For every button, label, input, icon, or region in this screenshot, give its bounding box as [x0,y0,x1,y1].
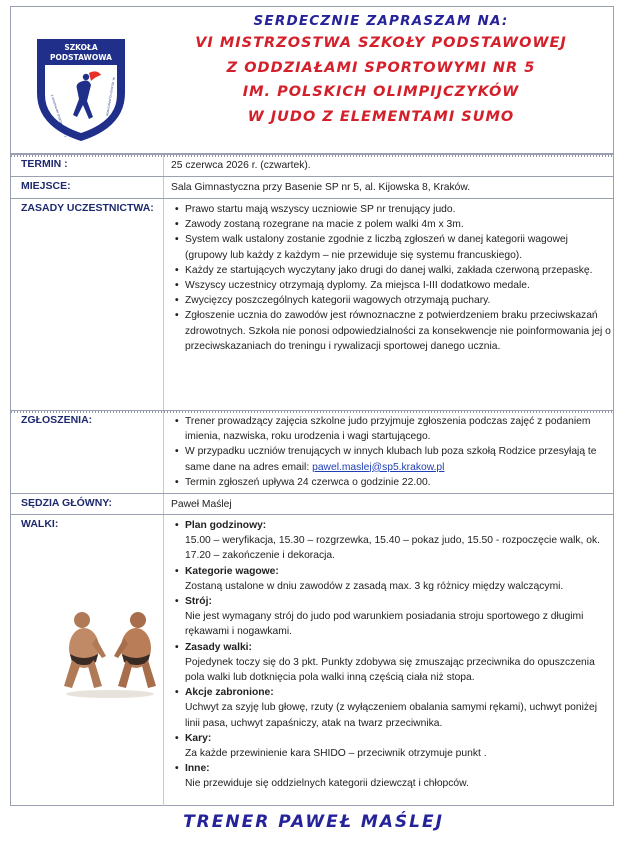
email-link[interactable]: pawel.maslej@sp5.krakow.pl [312,461,445,473]
walki-section-title: Akcje zabronione: [185,687,274,699]
walki-section [171,564,611,594]
title-line-1: VI MISTRZOSTWA SZKOŁY PODSTAWOWEJ [195,35,567,51]
walki-section [171,761,611,791]
zgloszenia-label: ZGŁOSZENIA: [21,414,93,426]
walki-section-text: Za każde przewinienie kara SHIDO – przeciwnik otrzymuje punkt . [185,748,487,760]
walki-section [171,518,611,564]
info-table [10,154,614,806]
zgloszenia-item: • Trener prowadzący zajęcia szkolne judo przyjmuje zgłoszenia podczas zajęć z podaniem imienia, nazwiska, roku urodzenia i wagi startującego. [171,414,611,444]
walki-section-text: Nie jest wymagany strój do judo pod warunkiem posiadania stroju sportowego z długimi rękawami i nogawkami. [185,611,584,638]
title-line-4: W JUDO Z ELEMENTAMI SUMO [247,108,515,125]
coach-signature: TRENER PAWEŁ MAŚLEJ [183,812,444,832]
walki-section-text: Nie przewiduje się oddzielnych kategorii dziewcząt i chłopców. [185,778,469,790]
header-box [10,6,614,154]
title-line-3: IM. POLSKICH OLIMPIJCZYKÓW [242,84,520,100]
zasady-item: • Zawody zostaną rozegrane na macie z polem walki 4m x 3m. [171,217,611,232]
zasady-item: • System walk ustalony zostanie zgodnie z liczbą zgłoszeń w danej kategorii wagowej (grupowy lub każdy z każdym – nie przewiduje się systemu francuskiego). [171,232,611,262]
walki-section-text: Uchwyt za szyję lub głowę, rzuty (z wyłączeniem obalania samymi rękami), uchwyt poniżej linii pasa, uchwyt zapaśniczy, atak na twarz przeciwnika. [185,702,598,729]
row-zasady [11,198,613,410]
svg-text:PODSTAWOWA: PODSTAWOWA [50,53,112,62]
zasady-value [171,202,611,354]
walki-section [171,594,611,640]
column-separator [163,155,164,176]
column-separator [163,411,164,493]
walki-section [171,731,611,761]
row-zgloszenia [11,410,613,493]
walki-section-title: Plan godzinowy: [185,520,267,531]
walki-section-text: Pojedynek toczy się do 3 pkt. Punkty zdobywa się zmuszając przeciwnika do opuszczenia pola walki lub dotknięcia pola walki inną częścią ciała niż stopa. [185,656,595,684]
zgloszenia-item-text: W przypadku uczniów trenujących w innych klubach lub poza szkołą Rodzice przesyłają te same dane na adres email: [185,446,597,473]
row-sedzia [11,493,613,514]
zgloszenia-item [171,444,611,474]
svg-text:SZKOŁA: SZKOŁA [64,43,98,52]
walki-section-title: Kategorie wagowe: [185,565,279,577]
zgloszenia-value [171,414,611,490]
walki-section-title: Strój: [185,596,212,608]
termin-label: TERMIN : [21,158,68,170]
sumo-wrestlers-image [60,590,160,700]
svg-text:IM. POLSKICH OLIMPIJCZYKÓW: IM. POLSKICH OLIMPIJCZYKÓW [105,76,115,117]
column-separator [163,199,164,410]
footer [0,812,627,832]
row-termin [11,154,613,176]
miejsce-value: Sala Gimnastyczna przy Basenie SP nr 5, al. Kijowska 8, Kraków. [171,182,471,193]
zasady-item: • Zgłoszenie ucznia do zawodów jest równoznaczne z potwierdzeniem braku przeciwskazań zdrowotnych. Szkoła nie ponosi odpowiedzialności za konsekwencje nie poinformowania jej o przeciwskazaniach do treningu i rywalizacji sportowej danego ucznia. [171,308,611,354]
walki-section [171,640,611,686]
row-divider [11,411,613,413]
column-separator [163,177,164,198]
school-logo [31,35,131,145]
termin-value: 25 czerwca 2026 r. (czwartek). [171,160,311,171]
walki-section-title: Inne: [185,763,210,775]
walki-section [171,685,611,731]
svg-text:Z ODDZIAŁAMI SPORTOWYMI NR 5: Z ODDZIAŁAMI SPORTOWYMI NR 5 [50,94,67,138]
walki-section-text: 15.00 – weryfikacja, 15.30 – rozgrzewka, 15.40 – pokaz judo, 15.50 - rozpoczęcie walk, ok. 17.20 – zakończenie i dekoracja. [185,535,600,562]
miejsce-label: MIEJSCE: [21,180,71,192]
row-miejsce [11,176,613,198]
walki-section-title: Kary: [185,732,212,744]
walki-section-title: Zasady walki: [185,641,252,653]
invite-line: SERDECZNIE ZAPRASZAM NA: [253,13,509,29]
column-separator [163,515,164,806]
zasady-item: • Prawo startu mają wszyscy uczniowie SP nr trenujący judo. [171,202,611,217]
title-line-2: Z ODDZIAŁAMI SPORTOWYMI NR 5 [226,59,536,76]
zasady-item: • Zwycięzcy poszczególnych kategorii wagowych otrzymają puchary. [171,293,611,308]
title-block [141,11,621,129]
sedzia-value: Paweł Maślej [171,499,232,510]
column-separator [163,494,164,514]
zgloszenia-item: • Termin zgłoszeń upływa 24 czerwca o godzinie 22.00. [171,475,611,490]
walki-section-text: Zostaną ustalone w dniu zawodów z zasadą max. 3 kg różnicy między walczącymi. [185,580,564,592]
walki-value [171,518,611,792]
zasady-label: ZASADY UCZESTNICTWA: [21,202,154,214]
walki-label: WALKI: [21,518,59,530]
zasady-item: • Wszyscy uczestnicy otrzymają dyplomy. Za miejsca I-III dodatkowo medale. [171,278,611,293]
row-divider [11,155,613,157]
zasady-item: • Każdy ze startujących wyczytany jako drugi do danej walki, zakłada czerwoną przepaskę. [171,263,611,278]
sedzia-label: SĘDZIA GŁÓWNY: [21,497,112,509]
